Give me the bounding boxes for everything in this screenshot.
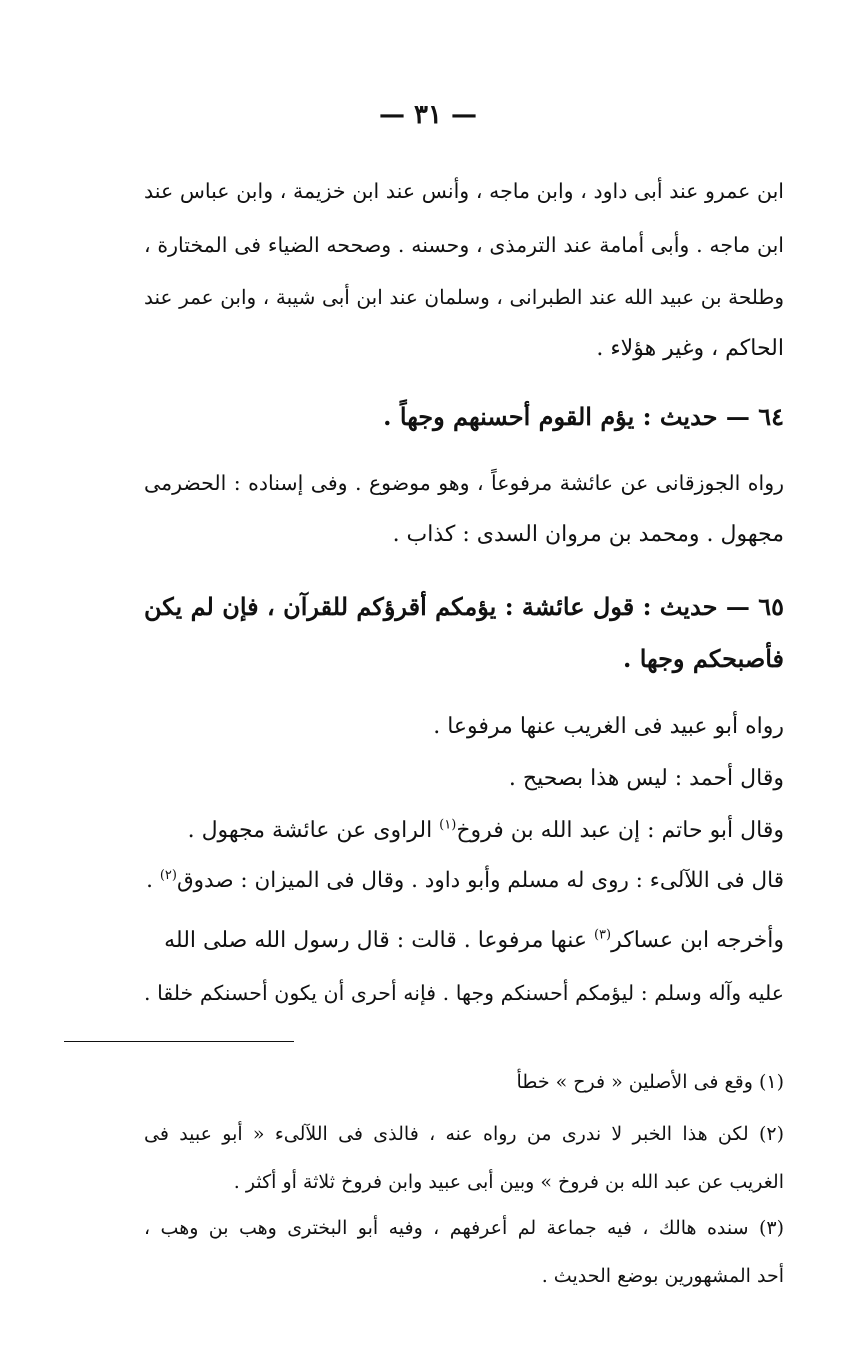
footnote-ref-1: (١) [439, 817, 457, 833]
text-segment: وقال أبو حاتم : إن عبد الله بن فروخ [456, 818, 784, 843]
hadith-title: ٦٤ — حديث : يؤم القوم أحسنهم وجهاً . [383, 402, 784, 431]
text-line: ابن عمرو عند أبى داود ، وابن ماجه ، وأنس عند ابن خزيمة ، وابن عباس عند [144, 179, 784, 203]
text-line: مجهول . ومحمد بن مروان السدى : كذاب . [392, 522, 784, 547]
text-line: ابن ماجه . وأبى أمامة عند الترمذى ، وحسنه . وصححه الضياء فى المختارة ، [144, 233, 784, 257]
text-segment: وأخرجه ابن عساكر [611, 928, 784, 953]
footnote-divider [64, 1041, 294, 1042]
text-line: عليه وآله وسلم : ليؤمكم أحسنكم وجها . فإنه أحرى أن يكون أحسنكم خلقا . [144, 981, 784, 1005]
footnote-1: (١) وقع فى الأصلين « فرح » خطأ [516, 1071, 784, 1093]
footnote-2-continued: الغريب عن عبد الله بن فروخ » وبين أبى عبيد وابن فروخ ثلاثة أو أكثر . [233, 1171, 784, 1193]
text-line: وقال أحمد : ليس هذا بصحيح . [508, 766, 784, 791]
footnote-3-continued: أحد المشهورين بوضع الحديث . [541, 1265, 784, 1287]
text-segment: . [146, 868, 160, 893]
footnote-3: (٣) سنده هالك ، فيه جماعة لم أعرفهم ، وفيه أبو البخترى وهب بن وهب ، [144, 1217, 784, 1239]
text-line: رواه أبو عبيد فى الغريب عنها مرفوعا . [433, 714, 784, 739]
footnote-2: (٢) لكن هذا الخبر لا ندرى من رواه عنه ، فالذى فى اللآلىء « أبو عبيد فى [144, 1123, 784, 1145]
text-line [144, 866, 784, 896]
page-number: — ٣١ — [378, 100, 478, 130]
text-line [144, 816, 784, 846]
hadith-title-continued: فأصبحكم وجها . [623, 644, 784, 673]
text-line [144, 926, 784, 956]
text-line: الحاكم ، وغير هؤلاء . [596, 336, 784, 361]
text-line: رواه الجوزقانى عن عائشة مرفوعاً ، وهو موضوع . وفى إسناده : الحضرمى [144, 471, 784, 495]
footnote-ref-2: (٢) [159, 867, 177, 883]
hadith-title: ٦٥ — حديث : قول عائشة : يؤمكم أقرؤكم للقرآن ، فإن لم يكن [144, 592, 784, 621]
text-segment: عنها مرفوعا . قالت : قال رسول الله صلى الله [164, 928, 594, 953]
text-segment: قال فى اللآلىء : روى له مسلم وأبو داود . وقال فى الميزان : صدوق [176, 868, 784, 893]
footnote-ref-3: (٣) [593, 927, 612, 943]
text-segment: الراوى عن عائشة مجهول . [187, 818, 440, 843]
text-line: وطلحة بن عبيد الله عند الطبرانى ، وسلمان عند ابن أبى شيبة ، وابن عمر عند [144, 285, 784, 309]
